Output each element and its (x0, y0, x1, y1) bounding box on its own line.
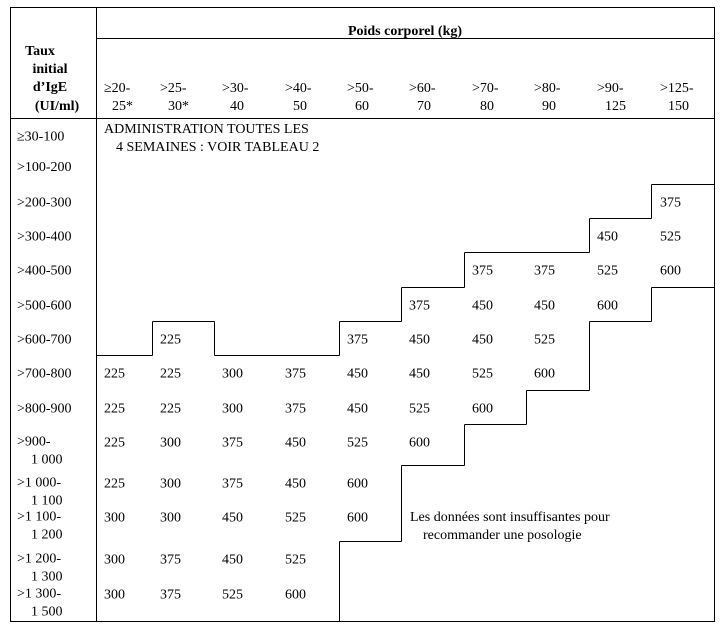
four-week-note (104, 122, 319, 155)
dose-cell: 300 (222, 401, 243, 417)
dose-cell: 600 (660, 263, 681, 279)
weight-column-header-line: >50- (347, 81, 374, 96)
dose-cell: 525 (222, 587, 243, 603)
dose-cell: 225 (160, 366, 181, 382)
ige-row-labels (17, 130, 72, 620)
ige-row-label-line: 1 000 (31, 452, 63, 468)
dose-cell: 375 (660, 195, 681, 211)
dose-cell: 300 (104, 552, 125, 568)
dose-cell: 525 (347, 435, 368, 451)
ige-row-label (17, 333, 72, 348)
dose-cell: 375 (285, 366, 306, 382)
ige-row-label-line: >600-700 (17, 332, 72, 348)
dose-cell: 525 (534, 332, 555, 348)
dose-cell: 600 (347, 476, 368, 492)
weight-column-header-line: 70 (417, 99, 431, 114)
dose-cell: 225 (104, 366, 125, 382)
dose-cell: 600 (534, 366, 555, 382)
dose-cell: 450 (534, 298, 555, 314)
dose-cell: 525 (472, 366, 493, 382)
dose-cell: 450 (472, 332, 493, 348)
dose-cell: 450 (222, 552, 243, 568)
dose-cell: 375 (409, 298, 430, 314)
dose-cell: 225 (104, 476, 125, 492)
weight-column-header (534, 81, 561, 114)
dose-cell: 300 (104, 587, 125, 603)
ige-row-label-line: 1 100 (31, 493, 63, 509)
ige-row-label-line: >1 300- (17, 586, 62, 602)
weight-column-header-line: ≥20- (104, 81, 131, 96)
ige-row-label (17, 510, 63, 543)
dose-cell: 600 (285, 587, 306, 603)
ige-header-line: Taux (25, 44, 55, 59)
dose-cell: 450 (285, 476, 306, 492)
ige-row-label-line: >200-300 (17, 195, 72, 211)
ige-row-label (17, 160, 72, 175)
weight-column-header-line: >25- (160, 81, 187, 96)
ige-header (25, 44, 79, 114)
dose-cell: 450 (409, 366, 430, 382)
dose-cell: 525 (660, 229, 681, 245)
weight-column-header-line: >60- (409, 81, 436, 96)
ige-row-label (17, 435, 63, 468)
dose-cell: 375 (160, 552, 181, 568)
ige-row-label-line: >300-400 (17, 229, 72, 245)
weight-column-header-line: 60 (355, 99, 369, 114)
dose-cell: 375 (285, 401, 306, 417)
dose-cell: 450 (347, 401, 368, 417)
ige-row-label (17, 476, 63, 509)
ige-row-label (17, 402, 72, 417)
dose-cell: 450 (347, 366, 368, 382)
dose-cell: 375 (534, 263, 555, 279)
ige-row-label-line: >1 100- (17, 509, 62, 525)
dose-cell: 300 (160, 476, 181, 492)
step-boundaries (97, 185, 715, 622)
ige-row-label (17, 552, 63, 585)
weight-column-headers (104, 81, 694, 114)
dose-cell: 225 (104, 401, 125, 417)
weight-column-header-line: 125 (605, 99, 626, 114)
weight-column-header-line: >125- (660, 81, 694, 96)
dose-cell: 525 (597, 263, 618, 279)
ige-header-line: d’IgE (32, 80, 68, 95)
dose-cell: 450 (409, 332, 430, 348)
weight-column-header-line: 80 (480, 99, 494, 114)
ige-row-label-line: 1 200 (31, 527, 63, 543)
insufficient-data-note-line: Les données sont insuffisantes pour (410, 510, 610, 525)
ige-row-label-line: 1 300 (31, 569, 63, 585)
dose-cell: 375 (472, 263, 493, 279)
dose-cell: 450 (222, 510, 243, 526)
weight-column-header (104, 81, 133, 114)
dose-cell: 225 (104, 435, 125, 451)
dose-cell: 225 (160, 332, 181, 348)
ige-header-line: (UI/ml) (34, 99, 80, 114)
dose-cell: 450 (285, 435, 306, 451)
dose-cell: 600 (597, 298, 618, 314)
ige-row-label-line: >400-500 (17, 263, 72, 279)
ige-row-label-line: ≥30-100 (17, 129, 65, 145)
weight-column-header (409, 81, 436, 114)
dose-cell: 375 (160, 587, 181, 603)
dose-cell: 300 (222, 366, 243, 382)
dose-cell: 600 (409, 435, 430, 451)
weight-column-header-line: >80- (534, 81, 561, 96)
weight-column-header-line: 90 (542, 99, 556, 114)
insufficient-data-note (410, 510, 610, 543)
weight-column-header-line: 25* (112, 99, 133, 114)
ige-row-label (17, 230, 72, 245)
ige-row-label (17, 299, 72, 314)
weight-column-header-line: 30* (168, 99, 189, 114)
dose-cell: 300 (104, 510, 125, 526)
dose-cell: 300 (160, 510, 181, 526)
dose-cell: 375 (222, 476, 243, 492)
weight-column-header-line: >70- (472, 81, 499, 96)
dose-cell: 525 (285, 510, 306, 526)
ige-row-label-line: >500-600 (17, 298, 72, 314)
ige-row-label (17, 367, 72, 382)
ige-row-label-line: >800-900 (17, 401, 72, 417)
weight-column-header (285, 81, 312, 114)
four-week-note-line: ADMINISTRATION TOUTES LES (104, 122, 309, 137)
dose-cell: 525 (409, 401, 430, 417)
dose-cell: 600 (472, 401, 493, 417)
ige-row-label-line: >100-200 (17, 160, 72, 175)
weight-column-header-line: 40 (230, 99, 244, 114)
dose-cell: 375 (347, 332, 368, 348)
dose-cell: 300 (160, 435, 181, 451)
weight-column-header (660, 81, 694, 114)
dose-cell: 375 (222, 435, 243, 451)
ige-header-line: initial (32, 62, 68, 77)
dose-cell: 225 (160, 401, 181, 417)
weight-column-header-line: >30- (222, 81, 249, 96)
insufficient-data-note-line: recommander une posologie (423, 528, 582, 543)
dose-cell: 600 (347, 510, 368, 526)
weight-column-header-line: 150 (668, 99, 689, 114)
weight-column-header (222, 81, 249, 114)
ige-row-label (17, 196, 72, 211)
weight-column-header (347, 81, 374, 114)
weight-column-header (472, 81, 499, 114)
dose-cell: 450 (472, 298, 493, 314)
ige-row-label-line: >700-800 (17, 366, 72, 382)
weight-column-header-line: >40- (285, 81, 312, 96)
weight-column-header-line: 50 (293, 99, 307, 114)
ige-row-label-line: 1 500 (31, 604, 63, 620)
weight-column-header (160, 81, 189, 114)
dose-cell: 450 (597, 229, 618, 245)
weight-column-header (597, 81, 626, 114)
ige-row-label (17, 264, 72, 279)
ige-row-label (17, 130, 64, 145)
ige-row-label-line: >1 000- (17, 475, 62, 491)
weight-column-header-line: >90- (597, 81, 624, 96)
ige-row-label (17, 587, 63, 620)
ige-row-label-line: >900- (17, 434, 51, 450)
ige-row-label-line: >1 200- (17, 551, 62, 567)
four-week-note-line: 4 SEMAINES : VOIR TABLEAU 2 (116, 140, 320, 155)
dose-cell: 525 (285, 552, 306, 568)
body-weight-header: Poids corporel (kg) (347, 24, 463, 39)
